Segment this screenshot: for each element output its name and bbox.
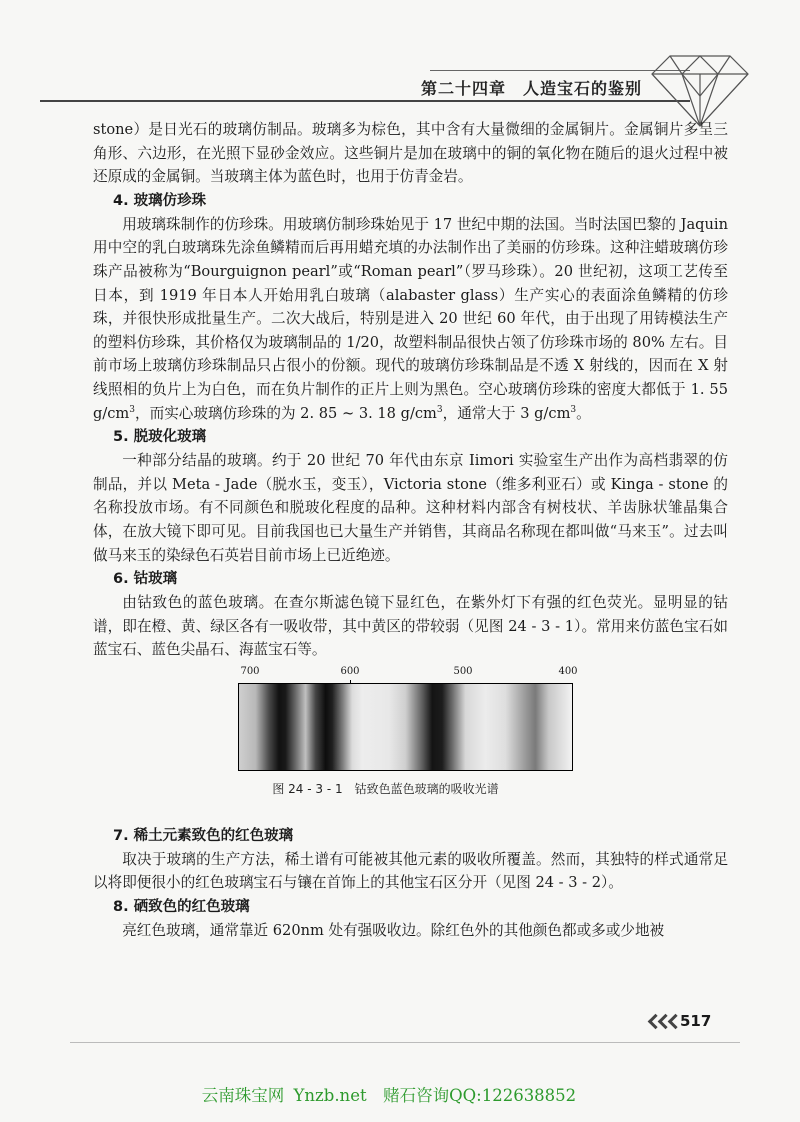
tick-label: 700	[240, 665, 260, 677]
section-8-heading: 8. 硒致色的红色玻璃	[113, 899, 250, 916]
chevron-left-icon	[646, 1014, 676, 1028]
section-8-paragraph: 亮红色玻璃，通常靠近 620nm 处有强吸收边。除红色外的其他颜色都或多或少地被	[122, 922, 665, 940]
superscript: 3	[570, 404, 577, 415]
chapter-title: 第二十四章 人造宝石的鉴别	[420, 79, 642, 98]
text-run: 。	[576, 404, 591, 422]
tick-label: 500	[453, 665, 473, 677]
section-5-paragraph: 一种部分结晶的玻璃。约于 20 世纪 70 年代由东京 Iimori 实验室生产出作为高档翡翠的仿制品，并以 Meta - Jade（脱水玉，变玉），Victoria stone（维多利亚石）或 Kinga - stone 的名称投放市场。有不同颜色和脱玻化程度的品种。这种材料内部含有树枝状、羊齿脉状雏晶集合体，在放大镜下即可见。目前我国也已大量生产并销售，其商品名称现在都叫做“马来玉”。过去叫做马来玉的染绿色石英岩目前市场上已近绝迹。	[93, 452, 728, 564]
text-run: ，通常大于 3 g/cm	[442, 404, 571, 422]
page-number	[646, 1012, 711, 1030]
section-7-heading: 7. 稀土元素致色的红色玻璃	[113, 827, 294, 844]
page-body	[93, 118, 728, 943]
figure-caption: 图 24 - 3 - 1 钴致色蓝色玻璃的吸收光谱	[272, 781, 499, 796]
spectrum-image	[238, 683, 573, 771]
diamond-logo-icon	[648, 34, 752, 130]
tick-label: 600	[340, 665, 360, 677]
section-4-paragraph	[93, 213, 728, 425]
text-run: 用玻璃珠制作的仿珍珠。用玻璃仿制珍珠始见于 17 世纪中期的法国。当时法国巴黎的 Jaquin 用中空的乳白玻璃珠先涂鱼鳞精而后再用蜡充填的办法制作出了美丽的仿珍珠。这种注蜡玻璃仿珍珠产品被称为“Bourguignon pearl”或“Roman pearl”（罗马珍珠）。20 世纪初，这项工艺传至日本，到 1919 年日本人开始用乳白玻璃（alabaster glass）生产实心的表面涂鱼鳞精的仿珍珠，并很快形成批量生产。二次大战后，特别是进入 20 世纪 60 年代，由于出现了用铸模法生产的塑料仿珍珠，其价格仅为玻璃制品的 1/20，故塑料制品很快占领了仿珍珠市场的 80% 左右。目前市场上玻璃仿珍珠制品只占很小的份额。现代的玻璃仿珍珠制品是不透 X 射线的，因而在 X 射线照相的负片上为白色，而在负片制作的正片上则为黑色。空心玻璃仿珍珠的密度大都低于 1. 55 g/cm	[93, 215, 728, 422]
superscript: 3	[129, 404, 136, 415]
section-7-paragraph: 取决于玻璃的生产方法，稀土谱有可能被其他元素的吸收所覆盖。然而，其独特的样式通常足以将即便很小的红色玻璃宝石与镶在首饰上的其他宝石区分开（见图 24 - 3 - 2）。	[93, 850, 728, 892]
section-6-paragraph: 由钴致色的蓝色玻璃。在查尔斯滤色镜下显红色，在紫外灯下有强的红色荧光。显明显的钴谱，即在橙、黄、绿区各有一吸收带，其中黄区的带较弱（见图 24 - 3 - 1）。常用来仿蓝色宝石如蓝宝石、蓝色尖晶石、海蓝宝石等。	[93, 594, 728, 659]
text-run: ，而实心玻璃仿珍珠的为 2. 85 ~ 3. 18 g/cm	[135, 404, 437, 422]
watermark-text: 云南珠宝网 Ynzb.net 赌石咨询QQ:122638852	[201, 1086, 577, 1105]
tick-label: 400	[558, 665, 578, 677]
absorption-spectrum-figure	[93, 662, 728, 824]
section-6-heading: 6. 钴玻璃	[113, 571, 178, 588]
footer-rule	[70, 1042, 740, 1043]
header-rule	[40, 100, 690, 102]
intro-paragraph: stone）是日光石的玻璃仿制品。玻璃多为棕色，其中含有大量微细的金属铜片。金属铜片多呈三角形、六边形，在光照下显砂金效应。这些铜片是加在玻璃中的铜的氧化物在随后的退火过程中被还原成的金属铜。当玻璃主体为蓝色时，也用于仿青金岩。	[93, 121, 728, 186]
section-4-heading: 4. 玻璃仿珍珠	[113, 192, 207, 209]
page-number-text: 517	[680, 1012, 712, 1030]
section-5-heading: 5. 脱玻化玻璃	[113, 429, 207, 446]
superscript: 3	[436, 404, 443, 415]
